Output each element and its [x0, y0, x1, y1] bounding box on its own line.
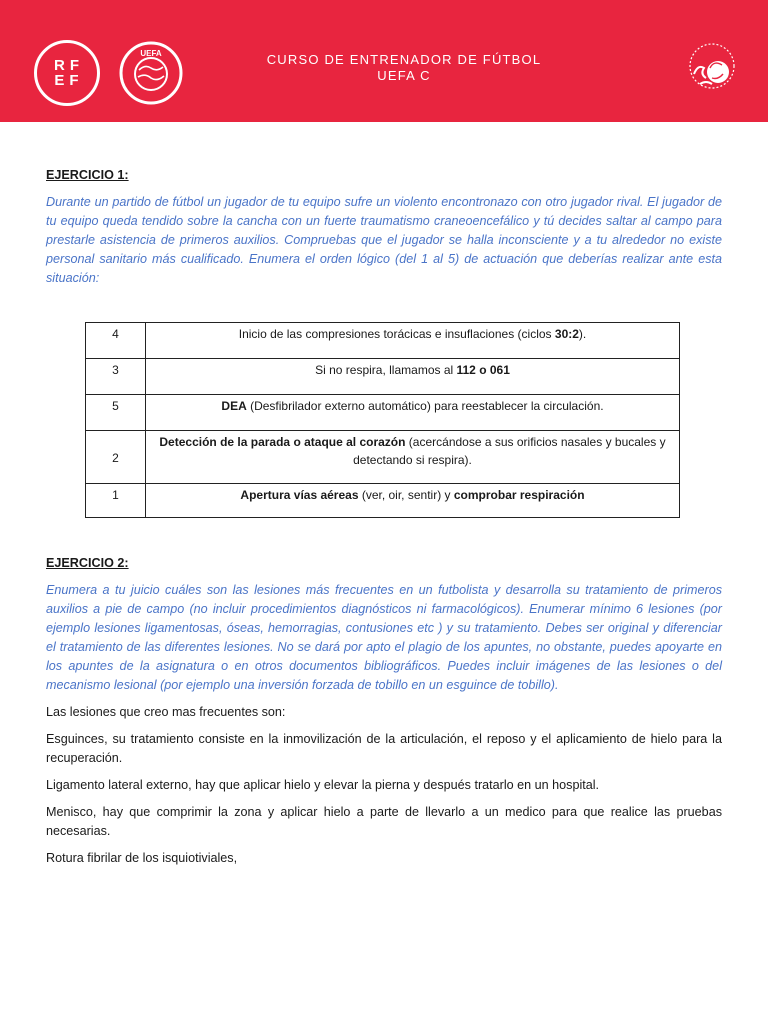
- step-description: [146, 431, 680, 484]
- step-number: 2: [86, 431, 146, 484]
- course-title: [200, 52, 608, 84]
- exercise2-section: [46, 554, 722, 868]
- step-number: 1: [86, 484, 146, 518]
- step-text: Inicio de las compresiones torácicas e insuflaciones (ciclos: [238, 327, 555, 341]
- answer-paragraph: Rotura fibrilar de los isquiotiviales,: [46, 851, 238, 865]
- step-number: 3: [86, 359, 146, 395]
- step-description: [146, 359, 680, 395]
- answer-paragraph: Las lesiones que creo mas frecuentes son:: [46, 705, 286, 719]
- document-body: [46, 166, 722, 868]
- table-row: [86, 431, 680, 484]
- step-text-bold: 112 o 061: [456, 363, 510, 377]
- rfef-logo: [34, 40, 100, 106]
- step-description: [146, 395, 680, 431]
- step-text-bold: comprobar respiración: [453, 488, 585, 502]
- table-row: [86, 359, 680, 395]
- table-row: [86, 323, 680, 359]
- steps-table: [85, 322, 680, 518]
- step-text: Si no respira, llamamos al: [315, 363, 457, 377]
- answer-paragraph: Ligamento lateral externo, hay que aplicar hielo y elevar la pierna y después tratarlo en un hospital.: [46, 778, 600, 792]
- document-header: [0, 0, 768, 122]
- federation-crest-logo: [672, 38, 752, 94]
- table-row: [86, 484, 680, 518]
- step-description: [146, 323, 680, 359]
- uefa-logo-text: UEFA: [140, 49, 162, 58]
- course-title-line2: UEFA C: [377, 68, 431, 83]
- answer-paragraph: Esguinces, su tratamiento consiste en la inmovilización de la articulación, el reposo y el aplicamiento de hielo para la recuperación.: [46, 732, 722, 765]
- answer-paragraph: Menisco, hay que comprimir la zona y aplicar hielo a parte de llevarlo a un medico para que realice las pruebas necesarias.: [46, 805, 722, 838]
- exercise2-prompt: Enumera a tu juicio cuáles son las lesiones más frecuentes en un futbolista y desarrolla su tratamiento de primeros auxilios a pie de campo (no incluir procedimientos diagnósticos ni farmacológicos). Enumerar mínimo 6 lesiones (por ejemplo lesiones ligamentosas, óseas, hemorragias, contusiones etc ) y su tratamiento. Debes ser original y diferenciar el tratamiento de las diferentes lesiones. No se dará por apto el plagio de los apuntes, no obstante, puedes apoyarte en los apuntes de la asignatura o en otros documentos bibliográficos. Puedes incluir imágenes de las lesiones o del mecanismo lesional (por ejemplo una inversión forzada de tobillo en un esguince de tobillo).: [46, 583, 722, 692]
- table-row: [86, 395, 680, 431]
- rfef-logo-line2: EF: [54, 72, 84, 89]
- step-number: 4: [86, 323, 146, 359]
- step-text: (Desfibrilador externo automático) para reestablecer la circulación.: [246, 399, 604, 413]
- step-number: 5: [86, 395, 146, 431]
- step-text: (acercándose a sus orificios nasales y bucales y detectando si respira).: [353, 435, 666, 467]
- rfef-logo-line1: RF: [54, 57, 84, 74]
- step-text-bold: Apertura vías aéreas: [240, 488, 359, 502]
- step-text: ).: [578, 327, 587, 341]
- step-description: [146, 484, 680, 518]
- step-text-bold: Detección de la parada o ataque al corazón: [159, 435, 406, 449]
- exercise1-heading: EJERCICIO 1:: [46, 168, 129, 182]
- course-title-line1: CURSO DE ENTRENADOR DE FÚTBOL: [266, 52, 542, 67]
- exercise2-heading: EJERCICIO 2:: [46, 556, 129, 570]
- step-text-bold: DEA: [221, 399, 247, 413]
- step-text: (ver, oir, sentir) y: [358, 488, 454, 502]
- uefa-logo: [118, 40, 184, 106]
- exercise1-prompt: Durante un partido de fútbol un jugador de tu equipo sufre un violento encontronazo con otro jugador rival. El jugador de tu equipo queda tendido sobre la cancha con un fuerte traumatismo craneoencefálico y tú decides saltar al campo para prestarle asistencia de primeros auxilios. Compruebas que el jugador se halla inconsciente y a tu alrededor no existe personal sanitario más cualificado. Enumera el orden lógico (del 1 al 5) de actuación que deberías realizar ante esta situación:: [46, 195, 722, 285]
- step-text-bold: 30:2: [554, 327, 579, 341]
